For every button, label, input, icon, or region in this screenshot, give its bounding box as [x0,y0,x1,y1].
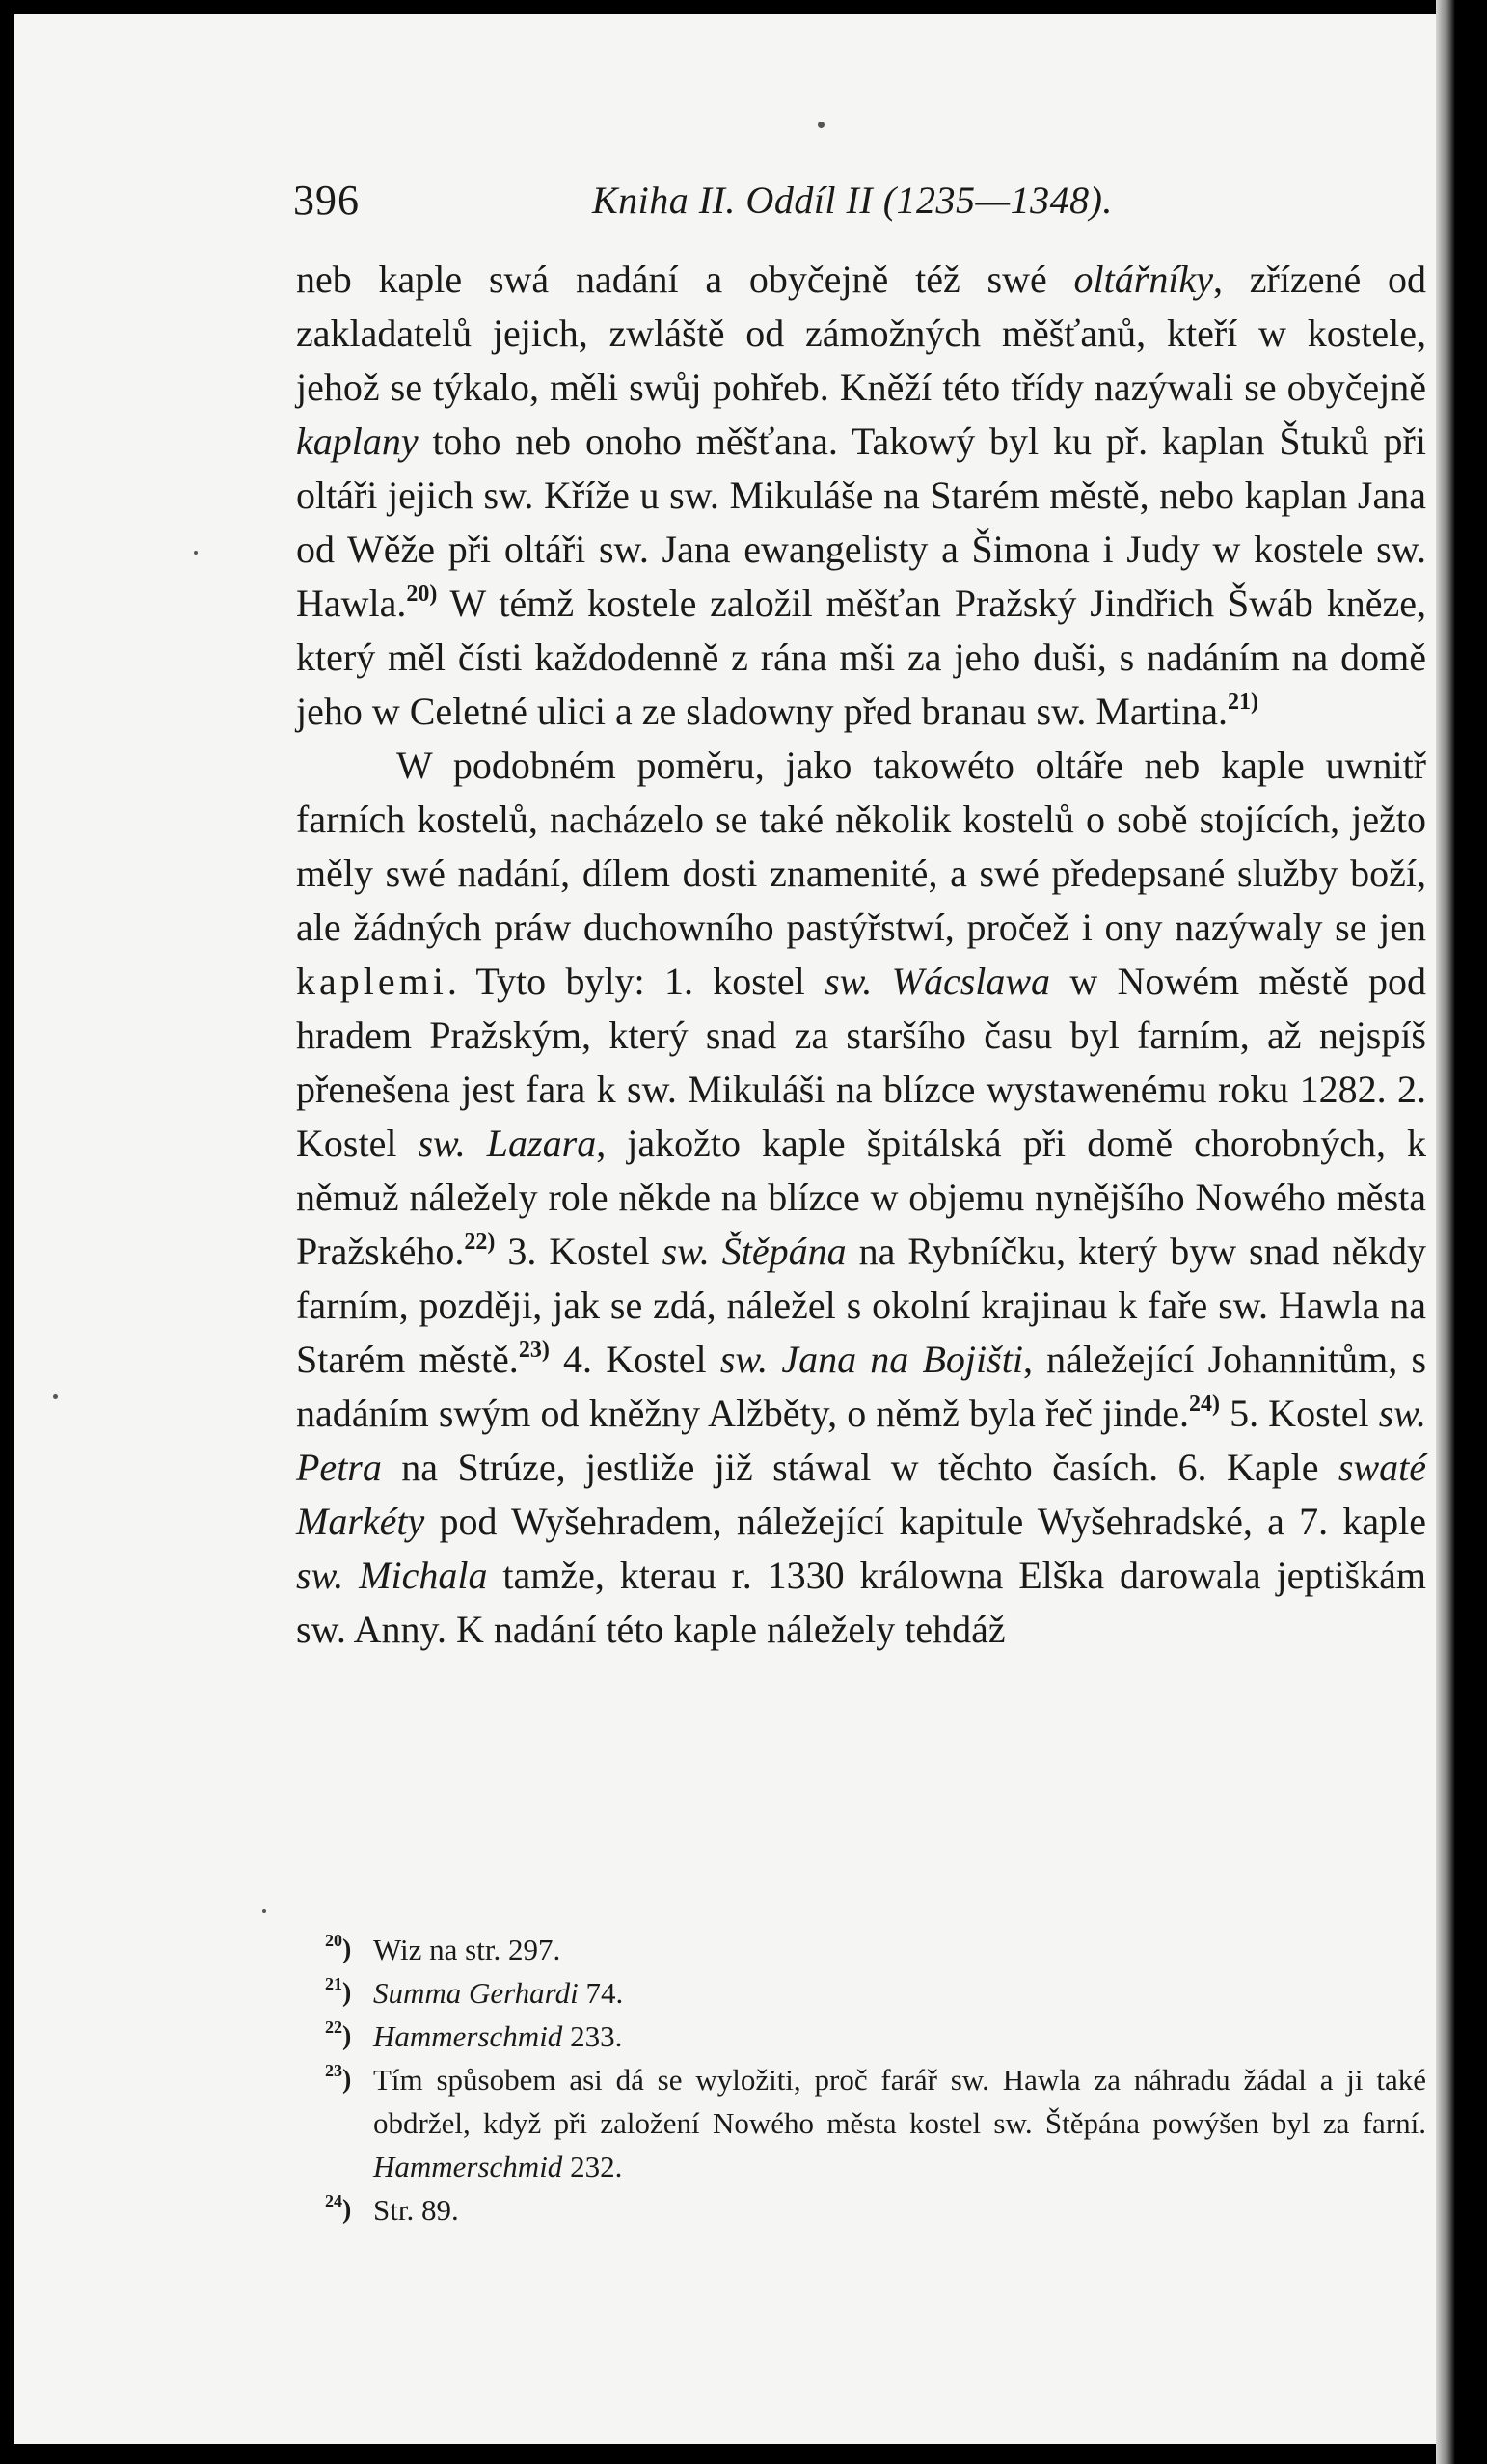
scan-speck [818,122,825,128]
emphasis: sw. Michala [296,1554,488,1597]
footnote-mark: $^{21}$) [325,1974,352,2008]
footnote-ref: 20) [406,582,438,607]
text-run: , zřízené od zakladatelů jejich, zwláště od zámožných měšťanů, kteří w kostele, jehož se týkalo, měli swůj pohřeb. Kněží této třídy nazýwali se obyčejně [296,257,1426,409]
footnote-20 [296,1928,1426,1971]
emphasis: kaplany [296,420,419,463]
text-run: na Strúze, jestliže již stáwal w těchto časích. 6. Kaple [381,1446,1338,1489]
emphasis: sw. Wácslawa [825,960,1051,1003]
footnote-citation: Summa Gerhardi [373,1976,579,2010]
text-run: , jakožto kaple špitálská při domě chorobných, k němuž náležely role někde na blízce w objemu nynějšího Nowého města Pražského. [296,1122,1427,1273]
footnotes [296,1928,1426,2232]
footnote-mark: $^{22}$) [325,2017,352,2051]
footnote-text: 74. [578,1976,624,2010]
text-run: . Tyto byly: 1. kostel [446,960,825,1003]
footnote-21 [296,1971,1426,2015]
footnote-23 [296,2058,1426,2188]
footnote-text: Wiz na str. 297. [373,1933,561,1966]
footnote-citation: Hammerschmid [373,2019,563,2053]
footnote-22 [296,2015,1426,2058]
footnote-citation: Hammerschmid [373,2150,563,2183]
text-run: 4. Kostel [549,1338,720,1381]
emphasis: sw. Štěpána [662,1230,847,1273]
running-title: Kniha II. Oddíl II (1235—1348). [592,178,1113,222]
footnote-24 [296,2188,1426,2232]
emphasis: swaté Markéty [296,1446,1426,1543]
footnote-mark: $^{24}$) [325,2191,352,2225]
footnote-text: Str. 89. [373,2193,459,2227]
paragraph-1 [296,253,1426,739]
footnote-ref: 21) [1227,690,1258,715]
footnote-text: 233. [562,2019,623,2053]
footnote-ref: 22) [464,1230,496,1255]
emphasis: sw. Jana na Bojišti [719,1338,1023,1381]
page-number: 396 [293,176,360,224]
text-run: w Nowém městě pod hradem Pražským, který snad za staršího času byl farním, až nejspíš přenešena jest fara k sw. Mikuláši na blízce wystawenému roku 1282. 2. Kostel [296,960,1427,1165]
text-run: pod Wyšehradem, náležející kapitule Wyšehradské, a 7. kaple [424,1500,1426,1543]
text-run: 5. Kostel [1219,1392,1379,1435]
text-run: na Rybníčku, který byw snad někdy farním, později, jak se zdá, náležel s okolní krajinau k faře sw. Hawla na Starém městě. [296,1230,1426,1381]
emphasis: sw. Lazara [418,1122,597,1165]
paragraph-2 [296,739,1426,1657]
scan-speck [53,1394,58,1399]
text-run: W témž kostele založil měšťan Pražský Jindřich Šwáb kněze, který měl čísti každodenně z rána mši za jeho duši, s nadáním na domě jeho w Celetné ulici a ze sladowny před branau sw. Martina. [296,582,1426,733]
footnote-mark: $^{23}$) [325,2061,352,2095]
body-text [296,253,1426,1657]
text-run: , náležející Johannitům, s nadáním swým od kněžny Alžběty, o němž byla řeč jinde. [296,1338,1427,1435]
footnote-ref: 24) [1188,1392,1220,1417]
footnote-text: Tím spůsobem asi dá se wyložiti, proč farář sw. Hawla za náhradu žádal a ji také obdržel, když při založení Nowého města kostel sw. Štěpána powýšen byl za farní. [373,2063,1426,2140]
scan-speck [194,551,198,555]
text-run: 3. Kostel [495,1230,662,1273]
spaced-emphasis: kaplemi [296,960,447,1003]
scan-speck [262,1909,266,1913]
text-run: neb kaple swá nadání a obyčejně též swé [296,257,1074,301]
footnote-mark: $^{20}$) [325,1931,352,1964]
document-page [14,14,1436,2444]
footnote-ref: 23) [518,1338,550,1363]
emphasis: oltářníky [1073,257,1213,301]
emphasis: sw. Petra [296,1392,1427,1489]
text-run: W podobném poměru, jako takowéto oltáře neb kaple uwnitř farních kostelů, nacházelo se také několik kostelů o sobě stojících, ježto měly swé nadání, dílem dosti znamenité, a swé předepsané služby boží, ale žádných práw duchowního pastýřstwí, pročež i ony nazýwaly se jen [296,744,1426,949]
footnote-text: 232. [562,2150,623,2183]
page-header [293,176,1200,233]
page-edge-shadow [1436,0,1455,2464]
text-run: tamže, kterau r. 1330 králowna Elška darowala jeptiškám sw. Anny. K nadání této kaple náležely tehdáž [296,1554,1426,1651]
text-run: toho neb onoho měšťana. Takowý byl ku př. kaplan Štuků při oltáři jejich sw. Kříže u sw. Mikuláše na Starém městě, nebo kaplan Jana od Wěže při oltáři sw. Jana ewangelisty a Šimona i Judy w kostele sw. Hawla. [296,420,1426,625]
